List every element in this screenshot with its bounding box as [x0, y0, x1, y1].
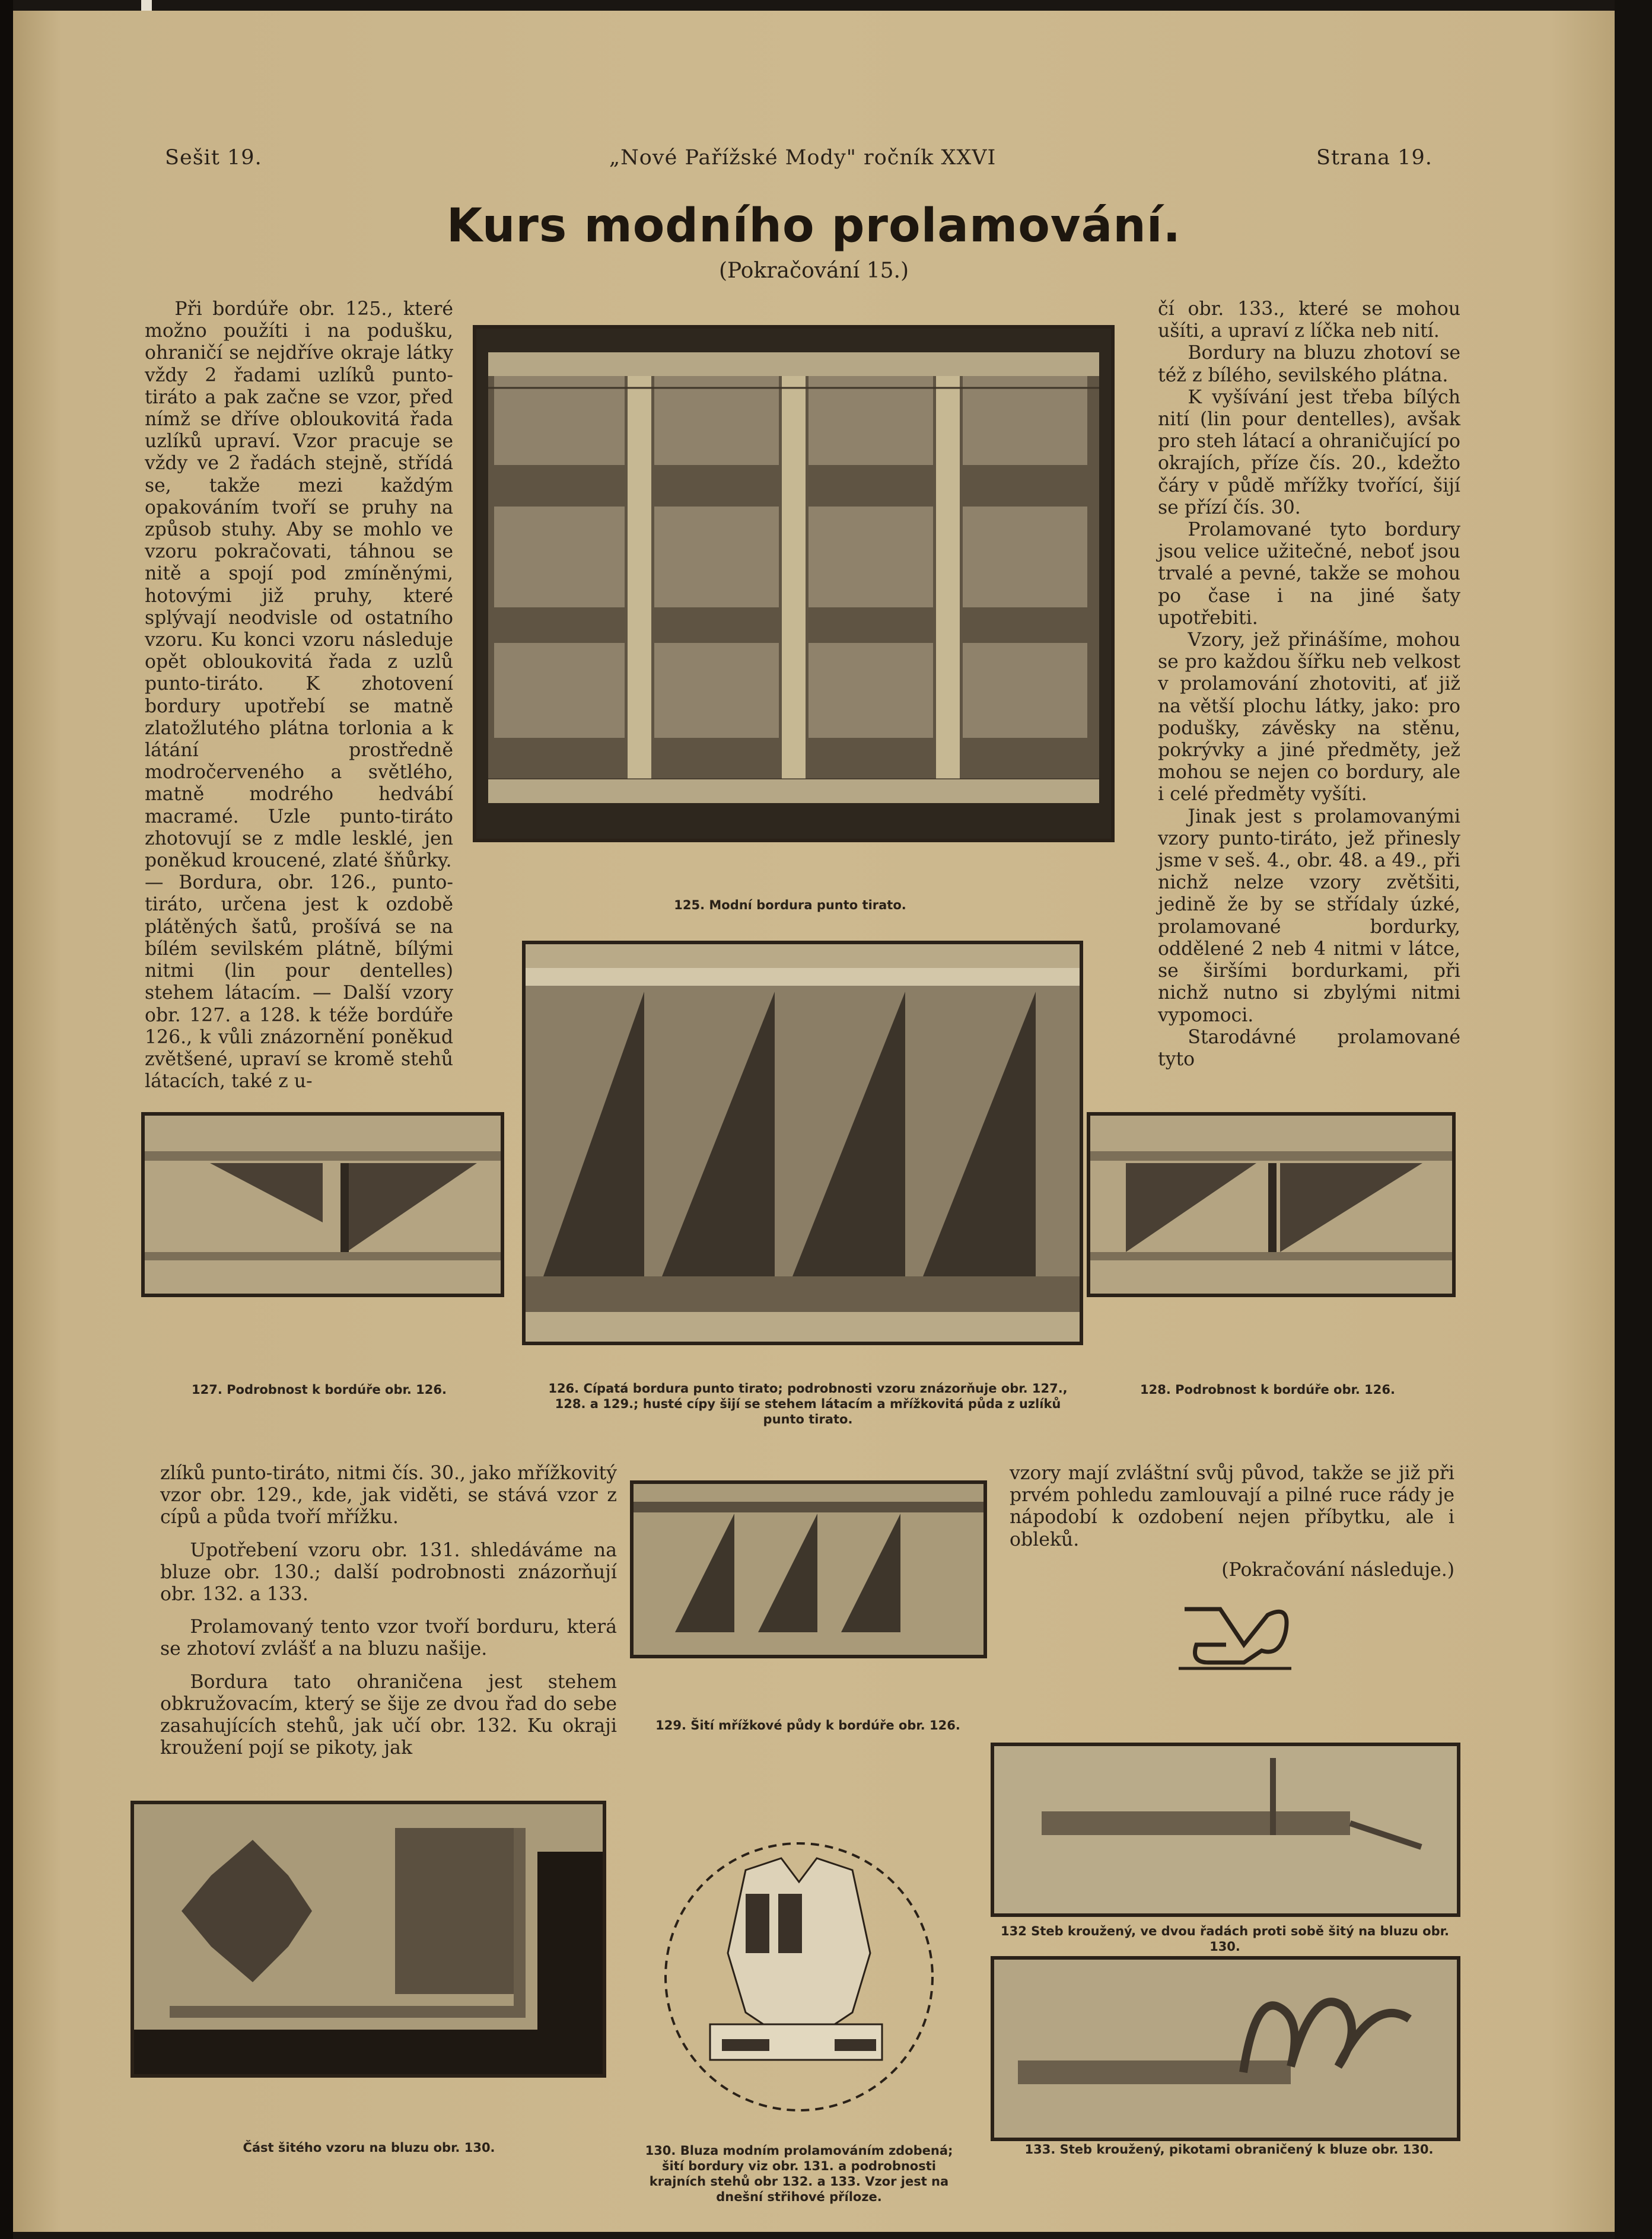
paragraph: Jinak jest s prolamovanými vzory punto-tiráto, jež přinesly jsme v seš. 4., obr. 48. a 49., při nichž nelze vzory zvětšiti, jedině že by se střídaly úzké, prolamované bordurky, oddělené 2 neb 4 nitmi v látce, se širšími bordurkami, při nichž nutno si zbylými nitmi vypomoci. [1158, 805, 1460, 1026]
paragraph: K vyšívání jest třeba bílých nití (lin pour dentelles), avšak pro steh látací a ohraničující po okrajích, příze čís. 20., kdežto čáry v půdě mřížky tvořící, šijí se přízí čís. 30. [1158, 386, 1460, 518]
paragraph: zlíků punto-tiráto, nitmi čís. 30., jako mřížkovitý vzor obr. 129., kde, jak viděti, se stává vzor z cípů a půda tvoří mřížku. [160, 1463, 617, 1528]
paragraph: vzory mají zvláštní svůj původ, takže se již při prvém pohledu zamlouvají a pilné ruce rády je nápodobí k ozdobení nejen příbytku, ale i obleků. [1010, 1463, 1454, 1550]
paragraph: Vzory, jež přinášíme, mohou se pro každou šířku neb velkost v prolamování zhotoviti, ať již na větší plochu látky, jako: pro podušky, závěsky na stěnu, pokrývky a jiné předměty, jež mohou se nejen co bordury, ale i celé předměty vyšíti. [1158, 629, 1460, 805]
figure-125-image [473, 325, 1115, 842]
caption-126: 126. Cípatá bordura punto tirato; podrobnosti vzoru znázorňuje obr. 127., 128. a 129.; husté cípy šijí se stehem látacím a mřížkovitá půda z uzlíků punto tirato. [548, 1381, 1068, 1426]
paragraph: Bordura tato ohraničena jest stehem obkružovacím, který se šije ze dvou řad do sebe zasahujících stehů, jak učí obr. 132. Ku okraji kroužení pojí se pikoty, jak [160, 1671, 617, 1759]
figure-126-image [522, 941, 1083, 1345]
figure-133-image [991, 1956, 1460, 2141]
article-subtitle: (Pokračování 15.) [718, 259, 909, 283]
paragraph: Bordury na bluzu zhotoví se též z bílého, sevilského plátna. [1158, 342, 1460, 386]
caption-131: Část šitého vzoru na bluzu obr. 130. [243, 2141, 495, 2155]
text-column-right [1158, 298, 1460, 1071]
book-binding [0, 0, 13, 2239]
header-page-number: Strana 19. [1316, 146, 1433, 170]
figure-130-image [657, 1834, 941, 2119]
figure-128-image [1087, 1112, 1456, 1297]
paragraph: Prolamovaný tento vzor tvoří borduru, která se zhotoví zvlášť a na bluzu našije. [160, 1616, 617, 1660]
caption-127: 127. Podrobnost k bordúře obr. 126. [192, 1383, 447, 1397]
paragraph: čí obr. 133., které se mohou ušíti, a upraví z líčka neb nití. [1158, 298, 1460, 342]
caption-130: 130. Bluza modním prolamováním zdobená; šití bordury viz obr. 131. a podrobnosti krajních stehů obr 132. a 133. Vzor jest na dnešní střihové příloze. [645, 2144, 953, 2204]
figure-132-image [991, 1743, 1460, 1917]
paragraph: — Bordura, obr. 126., punto-tiráto, určena jest k ozdobě plátěných šatů, prošívá se na bílém sevilském plátně, bílými nitmi (lin pour dentelles) stehem látacím. — Další vzory obr. 127. a 128. k téže bordúře 126., k vůli znázornění poněkud zvětšené, upraví se kromě stehů látacích, také z u- [145, 872, 453, 1093]
paragraph: Prolamované tyto bordury jsou velice užitečné, neboť jsou trvalé a pevné, takže se mohou po čase i na jiné šaty upotřebiti. [1158, 519, 1460, 629]
figure-131-image [130, 1801, 606, 2078]
caption-133: 133. Steb kroužený, pikotami obraničený k bluze obr. 130. [1024, 2142, 1434, 2157]
header-issue: Sešit 19. [165, 146, 262, 170]
caption-132: 132 Steb kroužený, ve dvou řadách proti sobě šitý na bluzu obr. 130. [1001, 1924, 1449, 1954]
magazine-page [13, 11, 1615, 2232]
figure-129-image [630, 1480, 987, 1658]
text-column-bottom-left [160, 1463, 617, 1759]
scan-edge [1615, 0, 1652, 2239]
text-column-bottom-right [1010, 1463, 1454, 1581]
caption-128: 128. Podrobnost k bordúře obr. 126. [1140, 1383, 1395, 1397]
article-title: Kurs modního prolamování. [446, 199, 1182, 253]
paragraph: Starodávné prolamované tyto [1158, 1026, 1460, 1070]
header-magazine: „Nové Pařížské Mody" ročník XXVI [609, 146, 997, 170]
caption-129: 129. Šití mřížkové půdy k bordúře obr. 126. [655, 1718, 960, 1732]
continued-note: (Pokračování následuje.) [1221, 1559, 1454, 1581]
text-column-left [145, 298, 453, 1093]
figure-127-image [141, 1112, 504, 1297]
caption-125: 125. Modní bordura punto tirato. [674, 898, 906, 912]
paragraph: Při bordúře obr. 125., které možno použíti i na podušku, ohraničí se nejdříve okraje látky vždy 2 řadami uzlíků punto-tiráto a pak začne se vzor, před nímž se dříve obloukovitá řada uzlíků upraví. Vzor pracuje se vždy ve 2 řadách stejně, střídá se, takže mezi každým opakováním tvoří se pruhy na způsob stuhy. Aby se mohlo ve vzoru pokračovati, táhnou se nitě a spojí pod zmíněnými, hotovými již pruhy, které splývají neodvisle od ostatního vzoru. Ku konci vzoru následuje opět obloukovitá řada z uzlů punto-tiráto. K zhotovení bordury upotřebí se matně zlatožlutého plátna torlonia a k látání prostředně modročerveného a světlého, matně modrého hedvábí macramé. Uzle punto-tiráto zhotovují se z mdle lesklé, jen poněkud kroucené, zlaté šňůrky. [145, 298, 453, 872]
ornament-icon [1173, 1597, 1297, 1686]
paragraph: Upotřebení vzoru obr. 131. shledáváme na bluze obr. 130.; další podrobnosti znázorňují obr. 132. a 133. [160, 1539, 617, 1606]
